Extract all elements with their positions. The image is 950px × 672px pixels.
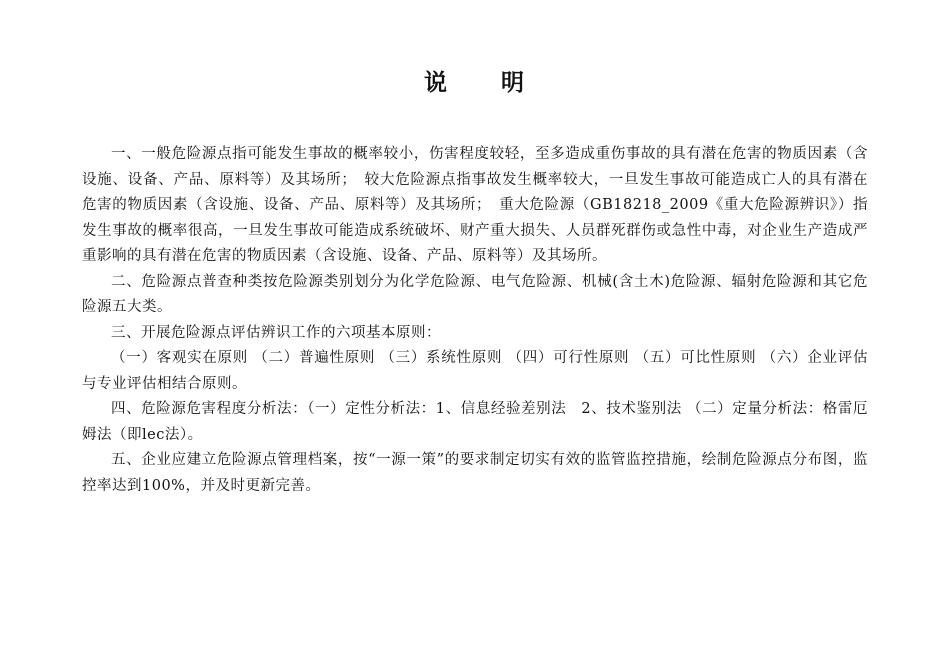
document-body — [82, 142, 868, 499]
paragraph-principles-heading: 三、开展危险源点评估辨识工作的六项基本原则： — [111, 324, 441, 341]
paragraph-principles-list: （一）客观实在原则 （二）普遍性原则 （三）系统性原则 （四）可行性原则 （五）可比性原则 （六）企业评估与专业评估相结合原则。 — [82, 350, 868, 392]
paragraph-hazard-categories: 二、危险源点普查种类按危险源类别划分为化学危险源、电气危险源、机械(含土木)危险源、辐射危险源和其它危险源五大类。 — [82, 273, 868, 315]
paragraph-management-archive: 五、企业应建立危险源点管理档案，按“一源一策”的要求制定切实有效的监管监控措施，绘制危险源点分布图，监控率达到100%，并及时更新完善。 — [82, 452, 868, 494]
page-title: 说 明 — [423, 69, 526, 96]
paragraph-analysis-methods: 四、危险源危害程度分析法：（一）定性分析法：1、信息经验差别法 2、技术鉴别法 （二）定量分析法：格雷厄姆法（即lec法）。 — [82, 401, 868, 443]
paragraph-hazard-definitions: 一、一般危险源点指可能发生事故的概率较小，伤害程度较轻，至多造成重伤事故的具有潜在危害的物质因素（含设施、设备、产品、原料等）及其场所； 较大危险源点指事故发生概率较大，一旦发生事故可能造成亡人的具有潜在危害的物质因素（含设施、设备、产品、原料等）及其场所； 重大危险源（GB18218_2009《重大危险源辨识》）指发生事故的概率很高，一旦发生事故可能造成系统破坏、财产重大损失、人员群死群伤或急性中毒，对企业生产造成严重影响的具有潜在危害的物质因素（含设施、设备、产品、原料等）及其场所。 — [82, 146, 868, 264]
